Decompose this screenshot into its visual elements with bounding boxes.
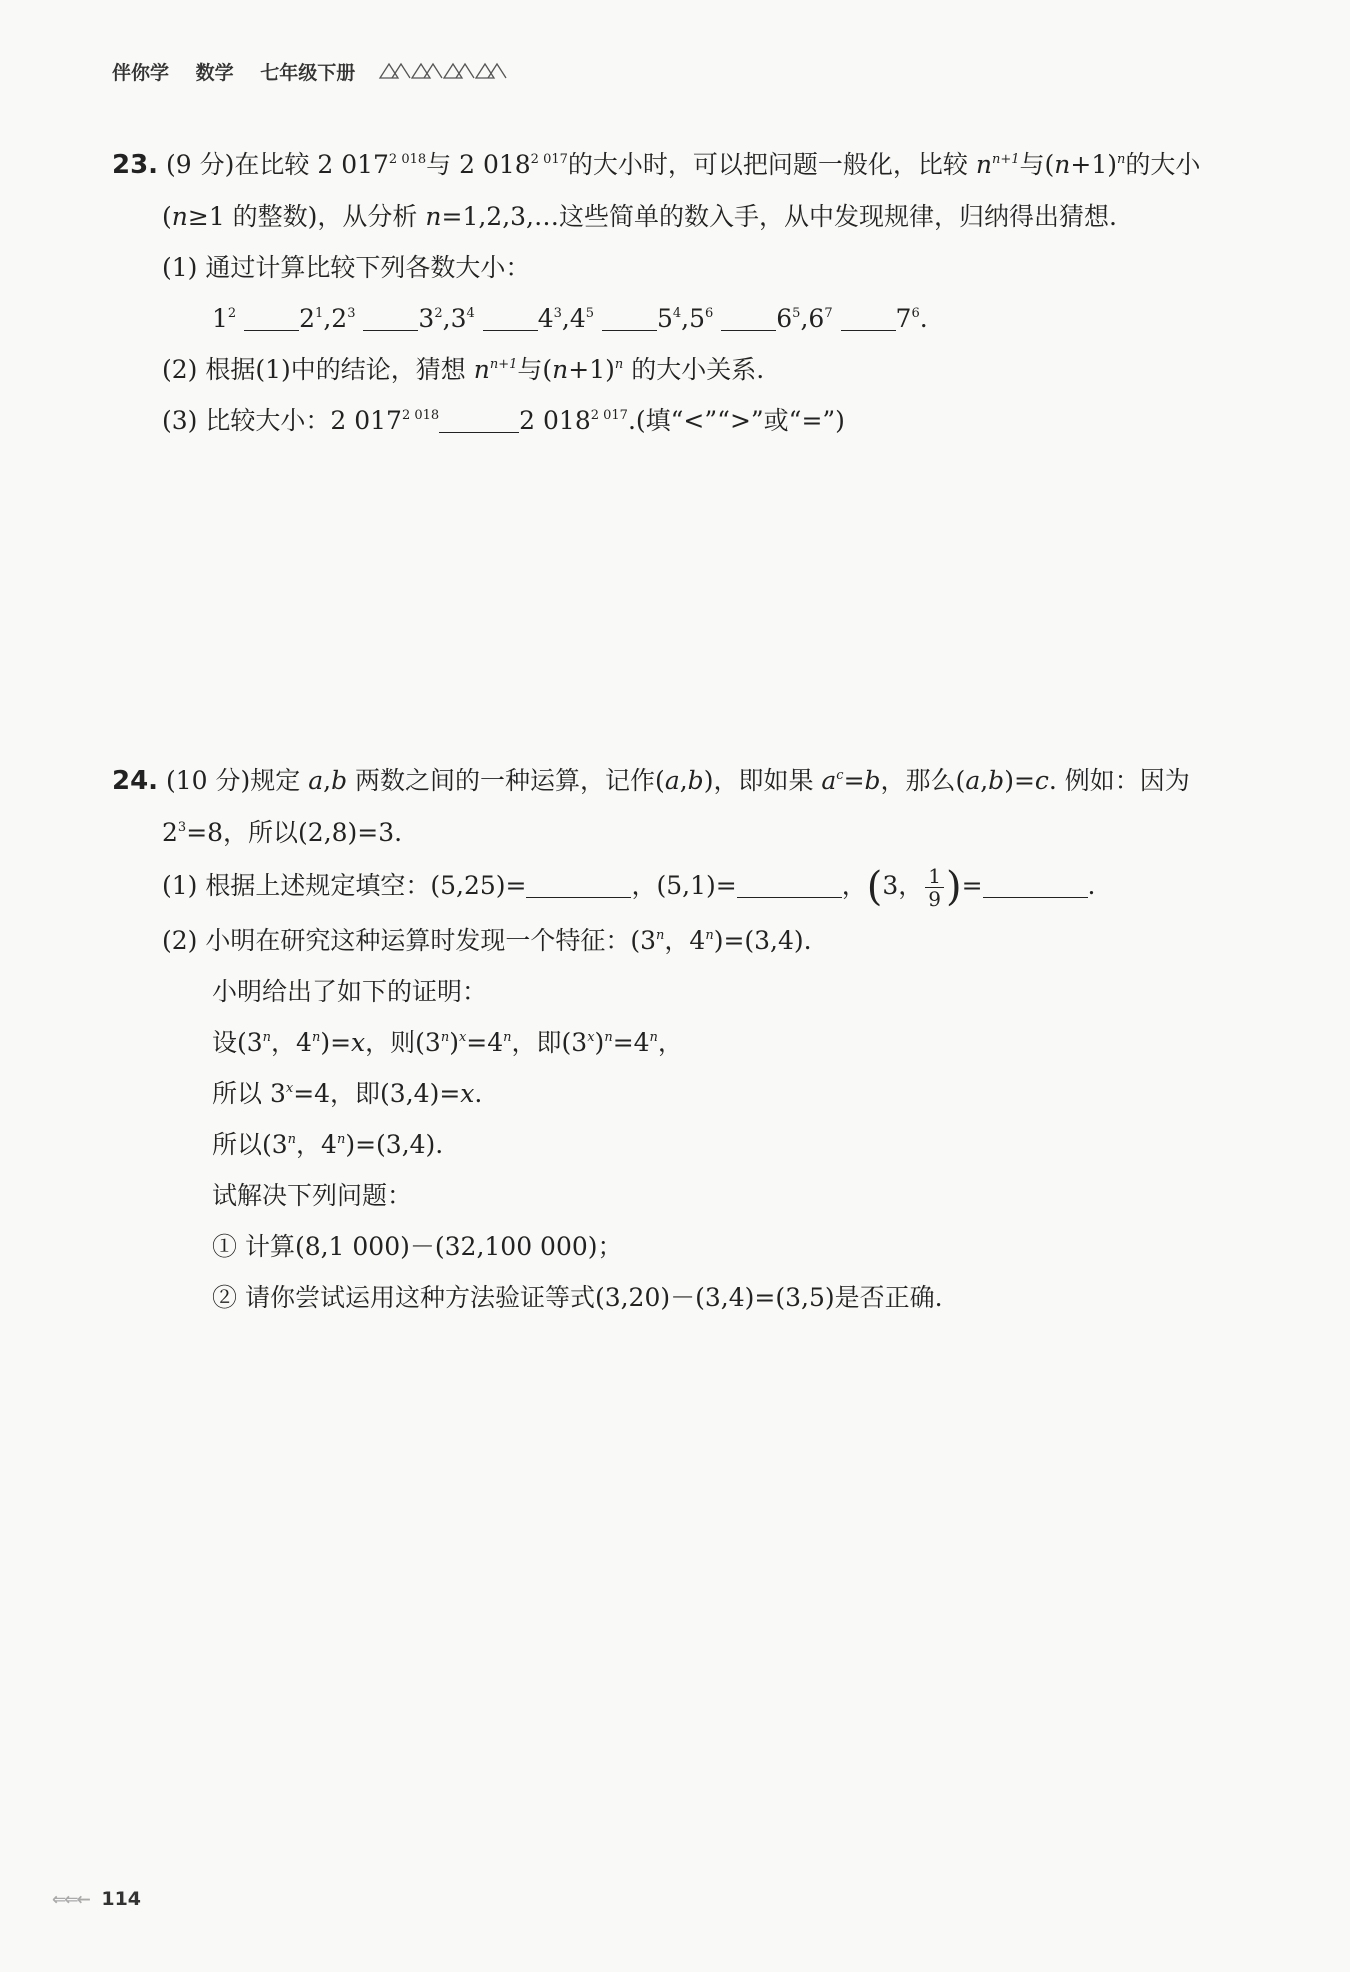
text: ，即(3 bbox=[511, 1028, 588, 1057]
base: 3 bbox=[450, 304, 467, 333]
base: 3 bbox=[418, 304, 435, 333]
exponent: 2 bbox=[227, 306, 237, 321]
q24-part-1 bbox=[112, 858, 1190, 915]
text: )=(3,4). bbox=[713, 926, 812, 955]
variable: b bbox=[864, 766, 881, 795]
answer-blank-compare[interactable] bbox=[439, 406, 519, 433]
variable: a bbox=[821, 766, 837, 795]
page-footer bbox=[52, 1888, 141, 1910]
exponent: n bbox=[336, 1132, 346, 1147]
question-score: (9 分) bbox=[166, 150, 235, 179]
variable: x bbox=[351, 1028, 366, 1057]
text: 的大小关系. bbox=[623, 355, 765, 384]
variable: n bbox=[425, 202, 442, 231]
variable: n bbox=[473, 355, 490, 384]
variable: a bbox=[308, 766, 324, 795]
exponent: n bbox=[614, 357, 624, 372]
text: 所以(3 bbox=[212, 1130, 288, 1159]
text: . bbox=[474, 1079, 483, 1108]
base: 2 bbox=[299, 304, 316, 333]
variable: b bbox=[331, 766, 348, 795]
book-brand: 伴你学 bbox=[112, 62, 170, 84]
exponent: 2 bbox=[434, 306, 443, 321]
text: 与( bbox=[1019, 150, 1055, 179]
answer-blank-2[interactable] bbox=[363, 304, 418, 331]
exponent: 5 bbox=[792, 306, 801, 321]
exponent: 2 018 bbox=[388, 152, 427, 167]
q24-proof-step-1 bbox=[112, 1017, 1190, 1068]
text: ，4 bbox=[664, 926, 706, 955]
variable: n bbox=[975, 150, 992, 179]
text: 的大小时，可以把问题一般化，比较 bbox=[567, 150, 976, 179]
exponent: n bbox=[649, 1030, 658, 1045]
q24-proof-intro: 小明给出了如下的证明： bbox=[212, 977, 488, 1006]
text: .(填“<”“>”或“=”) bbox=[627, 406, 845, 435]
text: =8，所以(2,8)=3. bbox=[186, 818, 403, 847]
text: ，(5,1)= bbox=[631, 871, 737, 900]
text: )= bbox=[320, 1028, 352, 1057]
exponent: n bbox=[440, 1030, 450, 1045]
text: , bbox=[679, 766, 688, 795]
text: 2 bbox=[162, 818, 178, 847]
arrow-left-icon: ⇐⇐← bbox=[52, 1890, 89, 1910]
page-number: 114 bbox=[101, 1888, 142, 1910]
text: =1,2,3,…这些简单的数入手，从中发现规律，归纳得出猜想. bbox=[441, 202, 1117, 231]
q23-comparisons: $1^2$ $2^1,2^3$ $3^2,3^4$ $4^3,4^5$ $5^4,5^6$ $6^5,6^7$ $7^6$. bbox=[212, 304, 928, 333]
text: 2 018 bbox=[519, 406, 591, 435]
exponent: n bbox=[311, 1030, 321, 1045]
answer-blank-3-ninth[interactable] bbox=[983, 871, 1088, 898]
answer-blank-5[interactable] bbox=[721, 304, 776, 331]
text: ，4 bbox=[296, 1130, 337, 1159]
fraction-one-ninth bbox=[925, 865, 944, 910]
text: . 例如：因为 bbox=[1048, 766, 1190, 795]
answer-blank-1[interactable] bbox=[244, 304, 299, 331]
exponent: c bbox=[836, 768, 844, 783]
text: )= bbox=[1004, 766, 1035, 795]
text: = bbox=[961, 871, 983, 900]
book-grade: 七年级下册 bbox=[260, 62, 356, 84]
denominator: 9 bbox=[928, 887, 941, 911]
exponent: 1 bbox=[315, 306, 324, 321]
text: 所以 3 bbox=[212, 1079, 286, 1108]
text: (2) 根据(1)中的结论，猜想 bbox=[162, 355, 474, 384]
question-23 bbox=[112, 139, 1200, 446]
text: +1) bbox=[1070, 150, 1117, 179]
text: 在比较 2 017 bbox=[234, 150, 389, 179]
text: ， bbox=[841, 871, 867, 900]
text: ， bbox=[657, 1028, 683, 1057]
base: 1 bbox=[212, 304, 228, 333]
q24-task-2: ② 请你尝试运用这种方法验证等式(3,20)－(3,4)=(3,5)是否正确. bbox=[212, 1283, 943, 1312]
text: 3， bbox=[882, 871, 924, 900]
text: , bbox=[980, 766, 989, 795]
q23-part-2 bbox=[112, 344, 1200, 395]
text: 规定 bbox=[250, 766, 309, 795]
q23-part-3 bbox=[112, 395, 1200, 446]
exponent: 4 bbox=[466, 306, 475, 321]
text: (2) 小明在研究这种运算时发现一个特征：(3 bbox=[162, 926, 657, 955]
variable: n bbox=[171, 202, 188, 231]
text: ，那么( bbox=[880, 766, 966, 795]
exponent: 3 bbox=[553, 306, 562, 321]
exponent: n bbox=[503, 1030, 512, 1045]
text: 设(3 bbox=[212, 1028, 263, 1057]
exponent: n bbox=[705, 928, 714, 943]
exponent: 2 017 bbox=[590, 408, 628, 423]
text: (1) 根据上述规定填空：(5,25)= bbox=[162, 871, 527, 900]
triangles-decoration-icon bbox=[378, 61, 508, 86]
text: =4 bbox=[466, 1028, 504, 1057]
exponent: 6 bbox=[705, 306, 714, 321]
exponent: n bbox=[262, 1030, 272, 1045]
q23-line-1 bbox=[112, 139, 1200, 191]
variable: c bbox=[1034, 766, 1049, 795]
text: =4 bbox=[612, 1028, 650, 1057]
q24-part-2 bbox=[112, 915, 1190, 966]
answer-blank-6[interactable] bbox=[841, 304, 896, 331]
variable: b bbox=[687, 766, 704, 795]
exponent: 3 bbox=[347, 306, 356, 321]
question-score: (10 分) bbox=[166, 766, 251, 795]
text: 两数之间的一种运算，记作( bbox=[347, 766, 665, 795]
text: ) bbox=[594, 1028, 605, 1057]
exponent: n bbox=[287, 1132, 297, 1147]
text: (3) 比较大小：2 017 bbox=[162, 406, 402, 435]
exponent: 7 bbox=[824, 306, 833, 321]
right-paren: ) bbox=[945, 864, 962, 910]
variable: n bbox=[1054, 150, 1071, 179]
exponent: n bbox=[604, 1030, 613, 1045]
base: 4 bbox=[537, 304, 554, 333]
exponent: 4 bbox=[672, 306, 682, 321]
text: ) bbox=[449, 1028, 459, 1057]
exponent: 6 bbox=[911, 306, 920, 321]
base: 7 bbox=[895, 304, 912, 333]
variable: a bbox=[965, 766, 981, 795]
answer-blank-5-1[interactable] bbox=[737, 871, 842, 898]
exponent: x bbox=[458, 1030, 467, 1045]
variable: n bbox=[552, 355, 569, 384]
text: . bbox=[1087, 871, 1096, 900]
q24-proof-step-2 bbox=[112, 1068, 1190, 1119]
question-number: 24. bbox=[112, 766, 159, 796]
exponent: 2 018 bbox=[401, 408, 440, 423]
q23-line-2 bbox=[112, 191, 1200, 242]
text: )，即如果 bbox=[703, 766, 822, 795]
text: , bbox=[323, 766, 332, 795]
exponent: n+1 bbox=[991, 152, 1020, 167]
text: ( bbox=[162, 202, 172, 231]
text: )=(3,4). bbox=[345, 1130, 444, 1159]
base: 6 bbox=[776, 304, 793, 333]
text: 的大小 bbox=[1125, 150, 1201, 179]
page-header bbox=[112, 58, 508, 86]
base: 5 bbox=[689, 304, 706, 333]
text: 与( bbox=[517, 355, 553, 384]
base: 2 bbox=[331, 304, 348, 333]
variable: a bbox=[664, 766, 680, 795]
text: 与 2 018 bbox=[426, 150, 531, 179]
exponent: n bbox=[1116, 152, 1126, 167]
base: 6 bbox=[808, 304, 825, 333]
variable: x bbox=[460, 1079, 475, 1108]
q24-line-2 bbox=[112, 807, 1190, 858]
exponent: n+1 bbox=[489, 357, 518, 372]
text: +1) bbox=[568, 355, 615, 384]
text: ≥1 的整数)，从分析 bbox=[187, 202, 426, 231]
exponent: 2 017 bbox=[530, 152, 568, 167]
numerator: 1 bbox=[925, 865, 944, 888]
exponent: x bbox=[587, 1030, 595, 1045]
exponent: 3 bbox=[177, 820, 187, 835]
left-paren: ( bbox=[866, 864, 883, 910]
text: ，则(3 bbox=[365, 1028, 441, 1057]
exponent: 5 bbox=[585, 306, 595, 321]
question-24 bbox=[112, 755, 1190, 1323]
question-number: 23. bbox=[112, 150, 159, 180]
q23-part-1: (1) 通过计算比较下列各数大小： bbox=[162, 253, 531, 282]
q24-proof-step-3 bbox=[112, 1119, 1190, 1170]
q24-tasks-intro: 试解决下列问题： bbox=[212, 1181, 413, 1210]
answer-blank-4[interactable] bbox=[602, 304, 657, 331]
text: =4，即(3,4)= bbox=[293, 1079, 461, 1108]
text: = bbox=[843, 766, 865, 795]
answer-blank-5-25[interactable] bbox=[526, 871, 631, 898]
exponent: x bbox=[285, 1081, 294, 1096]
exponent: n bbox=[656, 928, 665, 943]
variable: b bbox=[988, 766, 1005, 795]
book-subject: 数学 bbox=[195, 62, 234, 84]
text: ，4 bbox=[271, 1028, 312, 1057]
base: 5 bbox=[656, 304, 673, 333]
base: 4 bbox=[569, 304, 586, 333]
q24-line-1 bbox=[112, 755, 1190, 807]
q24-task-1: ① 计算(8,1 000)－(32,100 000)； bbox=[212, 1232, 623, 1261]
answer-blank-3[interactable] bbox=[483, 304, 538, 331]
